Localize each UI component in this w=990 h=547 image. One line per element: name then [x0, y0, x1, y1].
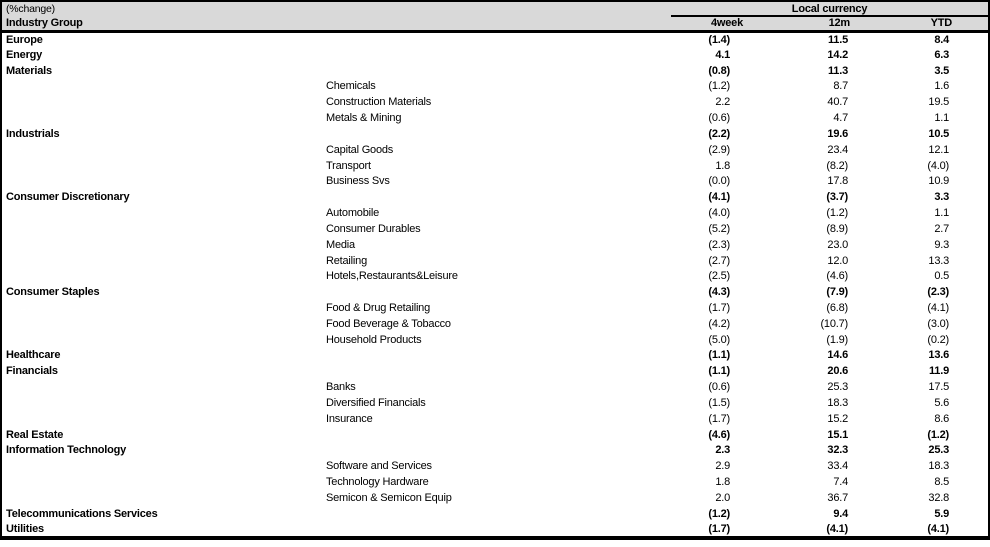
industry-group-label: Healthcare: [6, 349, 61, 362]
spacer-cell: [952, 158, 989, 174]
value-ytd: 2.7: [934, 222, 950, 235]
industry-group-label: [1, 221, 324, 237]
table-row: [1, 332, 989, 348]
table-row: [1, 348, 989, 364]
value-ytd: 5.9: [934, 507, 950, 520]
value-4week: (0.0): [708, 175, 731, 188]
value-ytd: (4.0): [927, 159, 950, 172]
value-4week: 2.3: [715, 444, 731, 457]
spacer-cell: [952, 205, 989, 221]
sub-industry-label: Software and Services: [326, 460, 432, 473]
value-4week: (1.4): [708, 33, 731, 46]
table-header: [1, 1, 989, 31]
industry-group-label: Energy: [6, 48, 43, 61]
industry-group-label: [1, 173, 324, 189]
value-12m: (8.9): [826, 222, 849, 235]
table-row: [1, 173, 989, 189]
spacer-cell: [952, 458, 989, 474]
value-ytd: (4.1): [927, 301, 950, 314]
sub-industry-label: Technology Hardware: [326, 476, 429, 489]
spacer-cell: [952, 78, 989, 94]
value-ytd: (4.1): [927, 522, 950, 535]
value-12m: 36.7: [827, 491, 849, 504]
sub-industry-label: Insurance: [326, 412, 373, 425]
industry-group-label: Telecommunications Services: [6, 507, 158, 520]
industry-group-label: [1, 237, 324, 253]
value-4week: 2.2: [715, 96, 731, 109]
spacer-cell: [952, 363, 989, 379]
value-ytd: 6.3: [934, 48, 950, 61]
sub-industry-label: [324, 63, 671, 79]
value-ytd: 8.6: [934, 412, 950, 425]
value-12m: 18.3: [827, 396, 849, 409]
sub-industry-label: Food & Drug Retailing: [326, 301, 431, 314]
table-row: [1, 506, 989, 522]
sub-industry-label: [324, 427, 671, 443]
spacer-cell: [952, 395, 989, 411]
value-ytd: 10.5: [928, 127, 950, 140]
spacer-cell: [952, 443, 989, 459]
spacer-cell: [952, 411, 989, 427]
value-ytd: 18.3: [928, 460, 950, 473]
spacer-cell: [952, 522, 989, 538]
value-12m: 11.3: [828, 64, 849, 77]
value-4week: (2.5): [708, 270, 731, 283]
value-4week: (1.7): [708, 522, 731, 535]
table-row: [1, 110, 989, 126]
industry-group-label: Industrials: [6, 127, 60, 140]
sub-industry-label: Semicon & Semicon Equip: [326, 491, 452, 504]
sub-industry-label: Food Beverage & Tobacco: [326, 317, 451, 330]
value-12m: 12.0: [827, 254, 849, 267]
value-ytd: 17.5: [928, 381, 950, 394]
industry-group-label: Information Technology: [6, 444, 127, 457]
value-12m: (4.1): [826, 522, 849, 535]
value-12m: 32.3: [827, 444, 849, 457]
value-12m: (8.2): [826, 159, 849, 172]
value-12m: (3.7): [826, 191, 849, 204]
value-12m: 11.5: [828, 33, 849, 46]
column-header-4week: 4week: [671, 16, 743, 31]
table-row: [1, 427, 989, 443]
table-row: [1, 490, 989, 506]
header-row-columns: [1, 16, 989, 31]
table-row: [1, 458, 989, 474]
sub-industry-label: Business Svs: [326, 175, 390, 188]
value-12m: (7.9): [826, 286, 849, 299]
value-12m: 7.4: [833, 476, 849, 489]
sub-industry-label: Hotels,Restaurants&Leisure: [326, 270, 458, 283]
table-row: [1, 142, 989, 158]
value-ytd: (0.2): [927, 333, 950, 346]
value-12m: (10.7): [820, 317, 849, 330]
spacer-cell: [952, 284, 989, 300]
value-ytd: 3.5: [934, 64, 950, 77]
value-4week: (2.3): [708, 238, 731, 251]
value-ytd: 3.3: [934, 191, 950, 204]
spacer-cell: [952, 300, 989, 316]
spacer-cell: [952, 237, 989, 253]
table-row: [1, 94, 989, 110]
value-ytd: (3.0): [927, 317, 950, 330]
industry-group-label: [1, 300, 324, 316]
sub-industry-label: Chemicals: [326, 80, 376, 93]
value-12m: 9.4: [833, 507, 849, 520]
industry-group-label: [1, 316, 324, 332]
value-12m: 17.8: [827, 175, 849, 188]
table-row: [1, 411, 989, 427]
value-4week: 4.1: [715, 48, 731, 61]
value-4week: (4.2): [708, 317, 731, 330]
table-row: [1, 268, 989, 284]
value-ytd: 1.1: [934, 207, 950, 220]
value-4week: 2.9: [715, 460, 731, 473]
industry-group-label: Real Estate: [6, 428, 64, 441]
value-12m: 40.7: [827, 96, 849, 109]
sub-industry-label: [324, 522, 671, 538]
sub-industry-label: [324, 348, 671, 364]
sub-industry-label: Metals & Mining: [326, 112, 402, 125]
value-4week: 1.8: [715, 159, 731, 172]
industry-group-label: [1, 458, 324, 474]
value-4week: (0.8): [708, 64, 731, 77]
spacer-cell: [952, 173, 989, 189]
value-12m: 20.6: [827, 365, 849, 378]
table-row: [1, 189, 989, 205]
value-ytd: 1.6: [934, 80, 950, 93]
industry-group-label: [1, 253, 324, 269]
value-4week: 2.0: [715, 491, 731, 504]
local-currency-header: Local currency: [671, 1, 989, 16]
value-ytd: 9.3: [934, 238, 950, 251]
spacer-cell: [952, 506, 989, 522]
industry-group-label: [1, 379, 324, 395]
industry-group-label: [1, 411, 324, 427]
sub-industry-label: Consumer Durables: [326, 222, 421, 235]
value-4week: (1.7): [708, 412, 731, 425]
value-12m: 25.3: [827, 381, 849, 394]
spacer-cell: [952, 126, 989, 142]
sub-industry-label: [324, 284, 671, 300]
value-12m: 33.4: [827, 460, 849, 473]
table-row: [1, 395, 989, 411]
value-4week: (4.1): [708, 191, 731, 204]
value-4week: (0.6): [708, 381, 731, 394]
table-row: [1, 443, 989, 459]
spacer-cell: [952, 268, 989, 284]
spacer-cell: [952, 490, 989, 506]
table-row: [1, 300, 989, 316]
value-4week: (1.1): [708, 365, 731, 378]
sub-industry-label: Construction Materials: [326, 96, 432, 109]
industry-group-label: Materials: [6, 64, 52, 77]
value-ytd: 25.3: [928, 444, 950, 457]
table-row: [1, 379, 989, 395]
spacer-cell: [952, 427, 989, 443]
spacer-cell: [952, 332, 989, 348]
industry-group-label: Europe: [6, 33, 43, 46]
percent-change-note: (%change): [1, 1, 671, 16]
value-ytd: 12.1: [928, 143, 950, 156]
sub-industry-label: [324, 126, 671, 142]
value-12m: 23.4: [827, 143, 849, 156]
value-4week: 1.8: [715, 476, 731, 489]
value-ytd: 5.6: [934, 396, 950, 409]
value-ytd: (1.2): [927, 428, 950, 441]
industry-group-column-header: Industry Group: [1, 16, 671, 31]
spacer-cell: [952, 63, 989, 79]
sub-industry-label: Capital Goods: [326, 143, 394, 156]
sub-industry-label: [324, 363, 671, 379]
spacer-cell: [952, 94, 989, 110]
column-header-12m: 12m: [743, 16, 850, 31]
value-12m: (4.6): [826, 270, 849, 283]
spacer-cell: [952, 348, 989, 364]
value-4week: (1.2): [708, 507, 731, 520]
value-12m: (1.9): [826, 333, 849, 346]
value-ytd: 13.3: [928, 254, 950, 267]
industry-group-label: [1, 110, 324, 126]
table-row: [1, 47, 989, 63]
value-ytd: 8.4: [934, 33, 950, 46]
value-4week: (2.9): [708, 143, 731, 156]
value-12m: 8.7: [833, 80, 849, 93]
value-4week: (2.2): [708, 127, 731, 140]
spacer-cell: [952, 474, 989, 490]
spacer-cell: [952, 110, 989, 126]
value-4week: (2.7): [708, 254, 731, 267]
value-4week: (1.5): [708, 396, 731, 409]
column-header-spacer: [952, 16, 989, 31]
spacer-cell: [952, 47, 989, 63]
sub-industry-label: Banks: [326, 381, 356, 394]
value-ytd: 32.8: [928, 491, 950, 504]
table-row: [1, 63, 989, 79]
value-4week: (1.7): [708, 301, 731, 314]
value-4week: (5.2): [708, 222, 731, 235]
value-12m: 23.0: [827, 238, 849, 251]
sub-industry-label: Retailing: [326, 254, 368, 267]
spacer-cell: [952, 316, 989, 332]
table-row: [1, 253, 989, 269]
value-4week: (1.2): [708, 80, 731, 93]
value-4week: (4.6): [708, 428, 731, 441]
sub-industry-label: [324, 443, 671, 459]
industry-group-label: [1, 490, 324, 506]
spacer-cell: [952, 189, 989, 205]
table-row: [1, 363, 989, 379]
value-ytd: 0.5: [934, 270, 950, 283]
spacer-cell: [952, 253, 989, 269]
header-row-currency: [1, 1, 989, 16]
spacer-cell: [952, 31, 989, 47]
value-12m: 14.6: [827, 349, 849, 362]
industry-group-label: [1, 205, 324, 221]
value-ytd: 13.6: [928, 349, 950, 362]
industry-group-label: [1, 142, 324, 158]
value-ytd: 8.5: [934, 476, 950, 489]
value-12m: 19.6: [827, 127, 849, 140]
value-4week: (0.6): [708, 112, 731, 125]
sub-industry-label: [324, 506, 671, 522]
value-12m: 4.7: [833, 112, 849, 125]
value-ytd: 11.9: [929, 365, 950, 378]
value-12m: (1.2): [826, 207, 849, 220]
industry-group-label: Consumer Discretionary: [6, 191, 130, 204]
industry-group-label: [1, 332, 324, 348]
industry-group-label: [1, 94, 324, 110]
value-12m: 14.2: [827, 48, 849, 61]
table-row: [1, 126, 989, 142]
industry-group-label: [1, 395, 324, 411]
industry-group-label: [1, 78, 324, 94]
table-row: [1, 316, 989, 332]
industry-group-label: Utilities: [6, 522, 44, 535]
table-row: [1, 237, 989, 253]
value-12m: 15.2: [827, 412, 849, 425]
table-row: [1, 158, 989, 174]
industry-group-label: [1, 474, 324, 490]
column-header-ytd: YTD: [850, 16, 952, 31]
table-body: [1, 31, 989, 538]
spacer-cell: [952, 221, 989, 237]
value-ytd: 10.9: [928, 175, 950, 188]
sub-industry-label: [324, 47, 671, 63]
sub-industry-label: Transport: [326, 159, 371, 172]
table-row: [1, 474, 989, 490]
sub-industry-label: Household Products: [326, 333, 422, 346]
value-12m: (6.8): [826, 301, 849, 314]
industry-group-label: Consumer Staples: [6, 286, 100, 299]
table-row: [1, 31, 989, 47]
value-ytd: 19.5: [928, 96, 950, 109]
sub-industry-label: [324, 31, 671, 47]
table-row: [1, 205, 989, 221]
value-4week: (5.0): [708, 333, 731, 346]
sub-industry-label: Diversified Financials: [326, 396, 426, 409]
sub-industry-label: Automobile: [326, 207, 380, 220]
value-4week: (4.0): [708, 207, 731, 220]
value-4week: (4.3): [708, 286, 731, 299]
table-row: [1, 221, 989, 237]
industry-group-label: [1, 158, 324, 174]
value-ytd: (2.3): [927, 286, 950, 299]
sub-industry-label: [324, 189, 671, 205]
table-row: [1, 284, 989, 300]
industry-group-label: [1, 268, 324, 284]
value-12m: 15.1: [827, 428, 849, 441]
sub-industry-label: Media: [326, 238, 355, 251]
table-row: [1, 78, 989, 94]
spacer-cell: [952, 142, 989, 158]
industry-group-label: Financials: [6, 365, 58, 378]
value-4week: (1.1): [708, 349, 731, 362]
value-ytd: 1.1: [934, 112, 950, 125]
spacer-cell: [952, 379, 989, 395]
table-row: [1, 522, 989, 538]
